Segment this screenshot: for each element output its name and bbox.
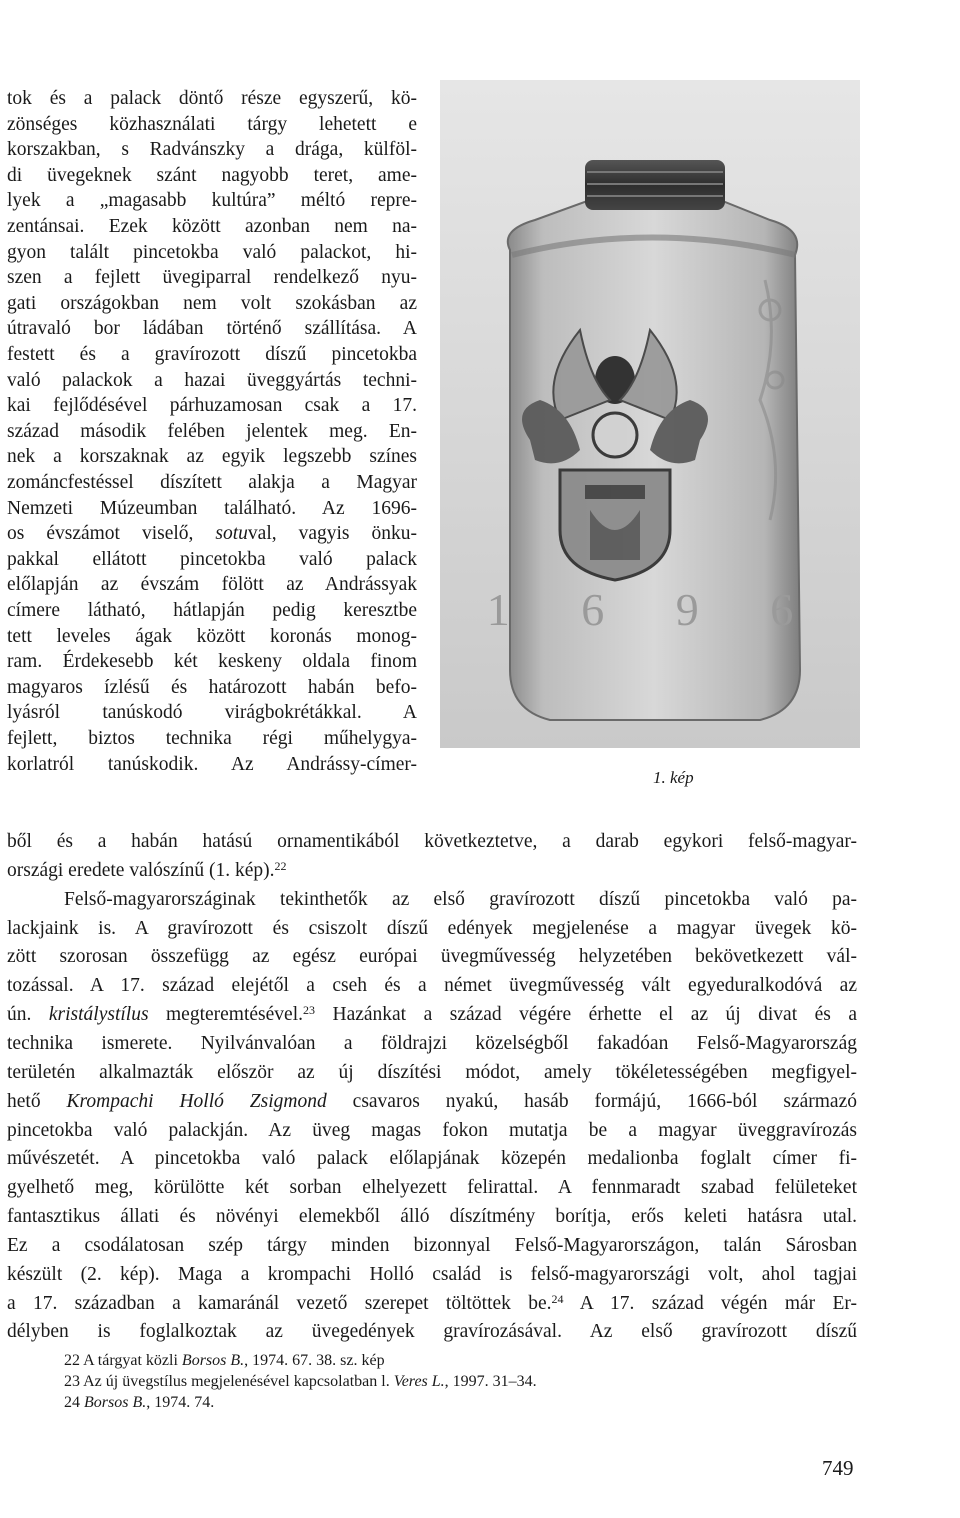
text-line: gati országokban nem volt szokásban az bbox=[7, 292, 417, 314]
text-line: fantasztikus állati és növényi elemekből álló díszítmény borítja, erős keleti hatásra utal. bbox=[7, 1206, 857, 1228]
text-line: gyon talált pincetokba való palackot, hi- bbox=[7, 241, 417, 263]
text-line: os évszámot viselő, sotuval, vagyis önku- bbox=[7, 523, 417, 545]
text-line: előlapján az évszám fölött az Andrássyak bbox=[7, 574, 417, 596]
text-line: fejlett, biztos technika régi műhelygya- bbox=[7, 728, 417, 749]
footnotes bbox=[64, 1350, 537, 1413]
text-line: országi eredete valószínű (1. kép).$^{22}$ bbox=[7, 858, 287, 881]
footnote: 22 A tárgyat közli Borsos B., 1974. 67. 38. sz. kép bbox=[64, 1352, 385, 1369]
text-line: technika ismerete. Nyilvánvalóan a földrajzi közelségből fakadóan Felső-Magyarország bbox=[7, 1032, 857, 1054]
text-line: művészetét. A pincetokba való palack előlapjának közepén medalionba foglalt címer fi- bbox=[7, 1148, 857, 1170]
text-line: a 17. században a kamaránál vezető szerepet töltöttek be.$^{24}$ A 17. század végén már Er- bbox=[7, 1291, 857, 1314]
text-line: kai fejlődésével párhuzamosan csak a 17. bbox=[7, 395, 417, 417]
bottle-illustration bbox=[440, 80, 860, 748]
text-line: ből és a habán hatású ornamentikából következtetve, a darab egykori felső-magyar- bbox=[7, 831, 857, 852]
text-line: délyben is foglalkoztak az üvegedények gravírozásával. Az első gravírozott díszű bbox=[7, 1321, 857, 1343]
page-number: 749 bbox=[822, 1456, 854, 1480]
text-line: lyásról tanúskodó virágbokrétákkal. A bbox=[7, 702, 417, 724]
text-line: hető Krompachi Holló Zsigmond csavaros nyakú, hasáb formájú, 1666-ból származó bbox=[7, 1090, 857, 1112]
year-inscription: 1 6 9 6 bbox=[486, 584, 824, 635]
text-line: Nemzeti Múzeumban található. Az 1696- bbox=[7, 497, 417, 519]
text-line: tok és a palack döntő része egyszerű, kö- bbox=[7, 88, 417, 109]
text-line: szen a fejlett üvegiparral rendelkező nyu- bbox=[7, 267, 417, 289]
figure-bottle-photo bbox=[440, 80, 860, 748]
text-line: tozással. A 17. század elejétől a cseh és a német üvegművesség vált egyeduralkodóvá az bbox=[7, 975, 857, 997]
text-line: tett leveles ágak között koronás monog- bbox=[7, 625, 417, 647]
text-line: ún. kristálystílus megteremtésével.$^{23}$ Hazánkat a század végére érhette el az új divat és a bbox=[7, 1003, 857, 1026]
figure-caption: 1. kép bbox=[653, 768, 694, 787]
text-line: útravaló bor ládában történő szállítása. A bbox=[7, 318, 417, 340]
text-line: zománcfestéssel díszített alakja a Magyar bbox=[7, 472, 417, 493]
text-line: festett és a gravírozott díszű pincetokba bbox=[7, 344, 417, 365]
text-line: Ez a csodálatosan szép tárgy minden bizonnyal Felső-Magyarországon, talán Sárosban bbox=[7, 1234, 857, 1256]
text-line: lyek a „magasabb kultúra” méltó repre- bbox=[7, 190, 417, 212]
text-line: való palackok a hazai üveggyártás techni- bbox=[7, 369, 417, 391]
text-line: zentánsai. Ezek között azonban nem na- bbox=[7, 216, 417, 237]
text-line: gyelhető meg, körülötte két sorban elhelyezett felirattal. A fennmaradt szabad felületeket bbox=[7, 1177, 857, 1199]
text-line: készült (2. kép). Maga a krompachi Holló család is felső-magyarországi volt, ahol tagjai bbox=[7, 1263, 857, 1285]
footnote: 24 Borsos B., 1974. 74. bbox=[64, 1394, 215, 1411]
text-line: Felső-magyarországinak tekinthetők az első gravírozott díszű pincetokba való pa- bbox=[64, 888, 857, 910]
text-line: zött szorosan összefügg az egész európai üvegművesség helyzetében bekövetkezett vál- bbox=[7, 946, 857, 968]
text-line: zönséges közhasználati tárgy lehetett e bbox=[7, 113, 417, 135]
text-line: század második felében jelentek meg. En- bbox=[7, 420, 417, 442]
text-line: korszakban, s Radvánszky a drága, külföl- bbox=[7, 139, 417, 161]
text-line: ram. Érdekesebb két keskeny oldala finom bbox=[7, 651, 417, 673]
text-line: magyaros ízlésű és határozott habán befo- bbox=[7, 676, 417, 698]
text-line: pakkal ellátott pincetokba való palack bbox=[7, 548, 417, 570]
text-line: területén alkalmazták először az új díszítési módot, amely tökéletességében megfigyel- bbox=[7, 1061, 857, 1083]
text-line: címere látható, hátlapján pedig keresztbe bbox=[7, 600, 417, 621]
text-line: lackjaink is. A gravírozott és csiszolt díszű edények megjelenése a magyar üvegek kö- bbox=[7, 917, 857, 939]
footnote: 23 Az új üvegstílus megjelenésével kapcsolatban l. Veres L., 1997. 31–34. bbox=[64, 1373, 537, 1390]
text-line: nek a korszaknak az egyik legszebb színes bbox=[7, 446, 417, 468]
text-line: korlatról tanúskodik. Az Andrássy-címer- bbox=[7, 753, 417, 775]
text-line: pincetokba való palackján. Az üveg magas fokon mutatja be a magyar üveggravírozás bbox=[7, 1119, 857, 1141]
text-line: di üvegeknek szánt nagyobb teret, ame- bbox=[7, 164, 417, 186]
